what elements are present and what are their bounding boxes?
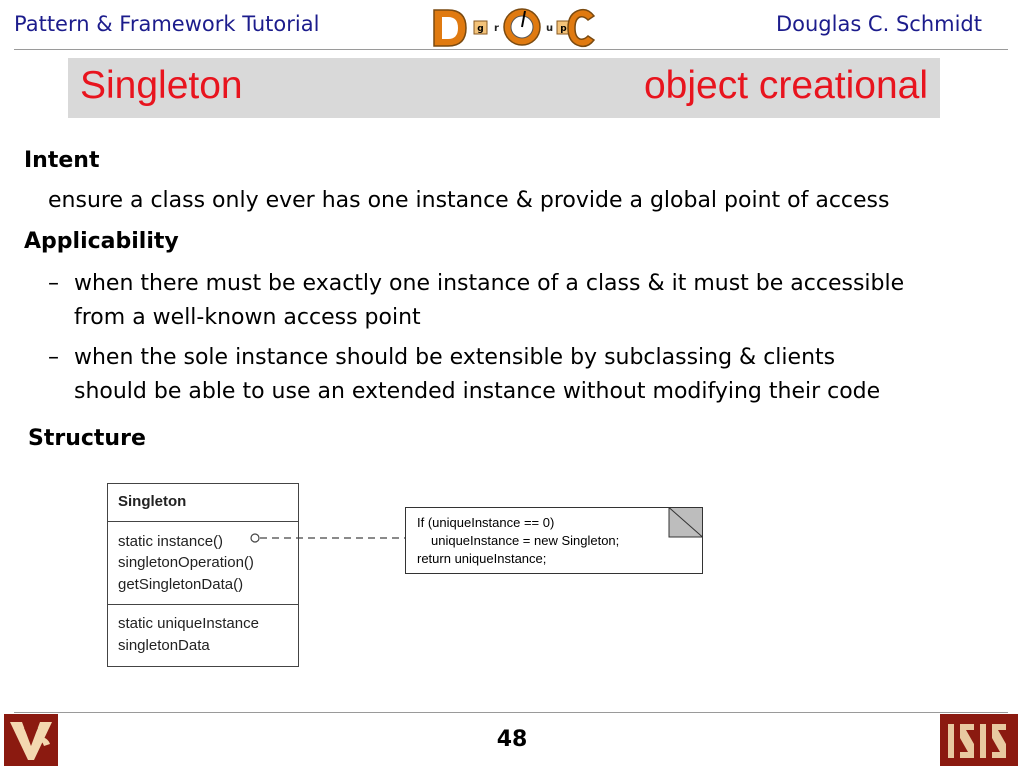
header-rule <box>14 49 1008 50</box>
note-connector <box>245 530 410 550</box>
applicability-bullet-2-line-2: should be able to use an extended instance without modifying their code <box>74 379 881 404</box>
header-tutorial-title: Pattern & Framework Tutorial <box>14 12 320 36</box>
uml-attribute: static uniqueInstance <box>118 615 259 632</box>
applicability-bullet-1-line-2: from a well-known access point <box>74 305 421 330</box>
intent-text: ensure a class only ever has one instance & provide a global point of access <box>48 188 890 213</box>
doc-group-logo <box>428 2 598 50</box>
slide-title: Singleton <box>80 64 243 107</box>
logo-letter-r: r <box>494 23 499 34</box>
uml-operation: static instance() <box>118 533 224 550</box>
note-line: uniqueInstance = new Singleton; <box>431 533 620 548</box>
bullet-dash: – <box>48 345 59 370</box>
intent-heading: Intent <box>24 148 100 173</box>
svg-text:g: g <box>477 24 484 34</box>
applicability-heading: Applicability <box>24 229 179 254</box>
applicability-bullet-2-line-1: when the sole instance should be extensible by subclassing & clients <box>74 345 836 370</box>
uml-class-name: Singleton <box>118 493 187 510</box>
uml-attribute: singletonData <box>118 637 210 654</box>
logo-letter-u: u <box>546 23 554 34</box>
header-author: Douglas C. Schmidt <box>775 12 982 36</box>
logo-letter-c <box>568 10 594 47</box>
note-anchor-circle <box>251 534 259 542</box>
uml-operation: singletonOperation() <box>118 554 254 571</box>
uml-class-box <box>107 483 299 667</box>
svg-text:p: p <box>560 24 567 34</box>
applicability-bullet-1-line-1: when there must be exactly one instance of a class & it must be accessible <box>74 271 905 296</box>
note-line: return uniqueInstance; <box>417 551 547 566</box>
slide-subtitle: object creational <box>643 64 928 107</box>
isis-logo <box>940 714 1018 766</box>
page-number: 48 <box>496 727 528 752</box>
logo-letter-g-badge <box>474 21 487 34</box>
note-line: If (uniqueInstance == 0) <box>417 515 555 530</box>
bullet-dash: – <box>48 271 59 296</box>
structure-heading: Structure <box>28 426 146 451</box>
logo-clock-o <box>504 9 540 45</box>
vanderbilt-logo <box>4 714 58 766</box>
logo-letter-d <box>434 10 466 46</box>
footer-rule <box>14 712 1008 713</box>
uml-operation: getSingletonData() <box>118 576 244 593</box>
